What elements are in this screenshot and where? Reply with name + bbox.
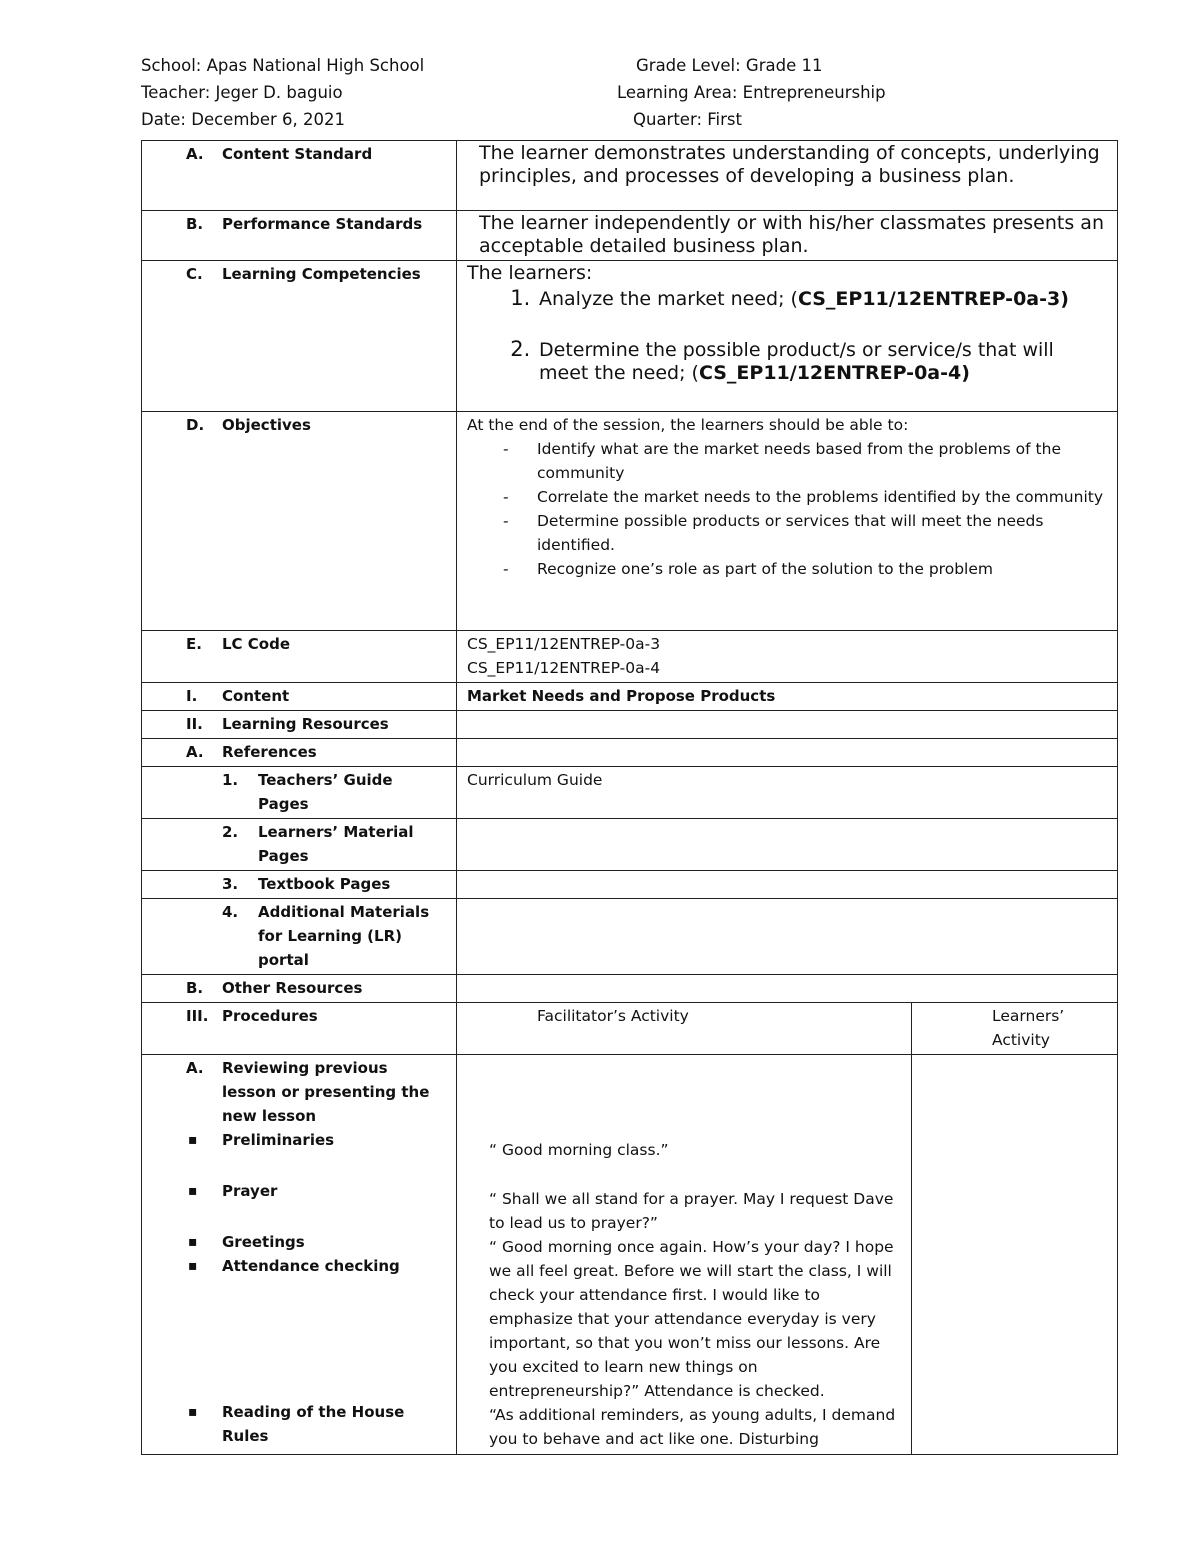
label-content-standard: Content Standard	[222, 145, 373, 163]
row-procedures: III. Procedures Facilitator’s Activity Learners’ Activity	[142, 1003, 1118, 1055]
value-learning-competencies	[457, 261, 1118, 412]
label-objectives: Objectives	[222, 416, 311, 434]
list-item: ▪ Greetings	[222, 1230, 446, 1254]
list-item: - Determine possible products or services that will meet the needs identified.	[537, 509, 1107, 557]
value-content-standard: The learner demonstrates understanding of concepts, underlying principles, and processes of developing a business plan.	[457, 141, 1118, 211]
learners-activity	[912, 1055, 1118, 1455]
label-other-resources: Other Resources	[222, 979, 363, 997]
list-item: ▪ Prayer	[222, 1179, 446, 1203]
label-learning-resources: Learning Resources	[222, 715, 389, 733]
header-learners-activity: Learners’ Activity	[912, 1003, 1118, 1055]
row-learning-resources: II. Learning Resources	[142, 711, 1118, 739]
list-item: ▪ Attendance checking	[222, 1254, 446, 1278]
header-facilitator-activity: Facilitator’s Activity	[457, 1003, 912, 1055]
header-teacher: Teacher: Jeger D. baguio	[141, 83, 343, 102]
row-references: A. References	[142, 739, 1118, 767]
list-item: 1. Analyze the market need; (CS_EP11/12ENTREP-0a-3)	[537, 287, 1107, 311]
list-item: 2. Determine the possible product/s or service/s that will meet the need; (CS_EP11/12ENTREP-0a-4)	[537, 338, 1107, 385]
label-lc-code: LC Code	[222, 635, 291, 653]
row-content: I. Content Market Needs and Propose Products	[142, 683, 1118, 711]
list-item: - Recognize one’s role as part of the solution to the problem	[537, 557, 1107, 581]
label-references: References	[222, 743, 317, 761]
procedure-steps	[152, 1128, 446, 1448]
objectives-list	[467, 437, 1107, 581]
value-performance-standards: The learner independently or with his/her classmates presents an acceptable detailed business plan.	[457, 211, 1118, 261]
row-learners-material: 2. Learners’ Material Pages	[142, 819, 1118, 871]
label-additional-materials: Additional Materials for Learning (LR) portal	[258, 903, 430, 969]
header-grade-level: Grade Level: Grade 11	[636, 56, 823, 75]
row-lc-code: E. LC Code CS_EP11/12ENTREP-0a-3 CS_EP11/12ENTREP-0a-4	[142, 631, 1118, 683]
objectives-intro: At the end of the session, the learners should be able to:	[467, 416, 909, 434]
list-item: ▪ Reading of the House Rules	[222, 1400, 446, 1448]
list-item: - Correlate the market needs to the problems identified by the community	[537, 485, 1107, 509]
lesson-plan-table	[141, 140, 1118, 1455]
competencies-list	[467, 287, 1107, 385]
row-reviewing: A. Reviewing previous lesson or presenting the new lesson ▪ Preliminaries ▪ Prayer ▪ Greetings ▪ Attendance checking ▪ Reading of the House Rules “ Good morning class.” “ Shall we all stand for a prayer. May I request Dave to lead us to prayer?” “ Good morning once again. How’s your day? I hope we all feel great. Before we will start the class, I will check your attendance first. I would like to emphasize that your attendance everyday is very important, so that you won’t miss our lessons. Are you excited to learn new things on entrepreneurship?” Attendance is checked. “As additional reminders, as young adults, I demand you to behave and act like one. Disturbing	[142, 1055, 1118, 1455]
header-date: Date: December 6, 2021	[141, 110, 346, 129]
header-school: School: Apas National High School	[141, 56, 425, 75]
label-procedures: Procedures	[222, 1007, 318, 1025]
header-quarter: Quarter: First	[633, 110, 742, 129]
value-content: Market Needs and Propose Products	[457, 683, 1118, 711]
row-performance-standards: B. Performance Standards The learner independently or with his/her classmates presents an acceptable detailed business plan.	[142, 211, 1118, 261]
row-teachers-guide: 1. Teachers’ Guide Pages Curriculum Guide	[142, 767, 1118, 819]
value-teachers-guide: Curriculum Guide	[457, 767, 1118, 819]
value-objectives	[457, 412, 1118, 631]
label-learning-competencies: Learning Competencies	[222, 265, 421, 283]
header-learning-area: Learning Area: Entrepreneurship	[617, 83, 886, 102]
row-content-standard: A. Content Standard The learner demonstrates understanding of concepts, underlying principles, and processes of developing a business plan.	[142, 141, 1118, 211]
label-teachers-guide: Teachers’ Guide Pages	[258, 771, 393, 813]
facilitator-activity: “ Good morning class.” “ Shall we all stand for a prayer. May I request Dave to lead us to prayer?” “ Good morning once again. How’s your day? I hope we all feel great. Before we will start the class, I will check your attendance first. I would like to emphasize that your attendance everyday is very important, so that you won’t miss our lessons. Are you excited to learn new things on entrepreneurship?” Attendance is checked. “As additional reminders, as young adults, I demand you to behave and act like one. Disturbing	[457, 1055, 912, 1455]
row-textbook: 3. Textbook Pages	[142, 871, 1118, 899]
list-item: ▪ Preliminaries	[222, 1128, 446, 1152]
value-lc-code: CS_EP11/12ENTREP-0a-3 CS_EP11/12ENTREP-0a-4	[457, 631, 1118, 683]
row-additional-materials: 4. Additional Materials for Learning (LR) portal	[142, 899, 1118, 975]
label-textbook: Textbook Pages	[258, 875, 391, 893]
label-reviewing: Reviewing previous lesson or presenting the new lesson	[222, 1059, 430, 1125]
label-content: Content	[222, 687, 290, 705]
list-item: - Identify what are the market needs based from the problems of the community	[537, 437, 1107, 485]
row-learning-competencies: C. Learning Competencies The learners: 1. Analyze the market need; (CS_EP11/12ENTREP-0a-3) 2. Determine the possible product/s or service/s that will meet the need; (CS_EP11/12ENTREP-0a-4)	[142, 261, 1118, 412]
row-objectives: D. Objectives At the end of the session, the learners should be able to: - Identify what are the market needs based from the problems of the community - Correlate the market needs to the problems identified by the community - Determine possible products or services that will meet the needs identified. - Recognize one’s role as part of the solution to the problem	[142, 412, 1118, 631]
row-other-resources: B. Other Resources	[142, 975, 1118, 1003]
label-performance-standards: Performance Standards	[222, 215, 423, 233]
competencies-intro: The learners:	[467, 262, 593, 284]
label-learners-material: Learners’ Material Pages	[258, 823, 414, 865]
